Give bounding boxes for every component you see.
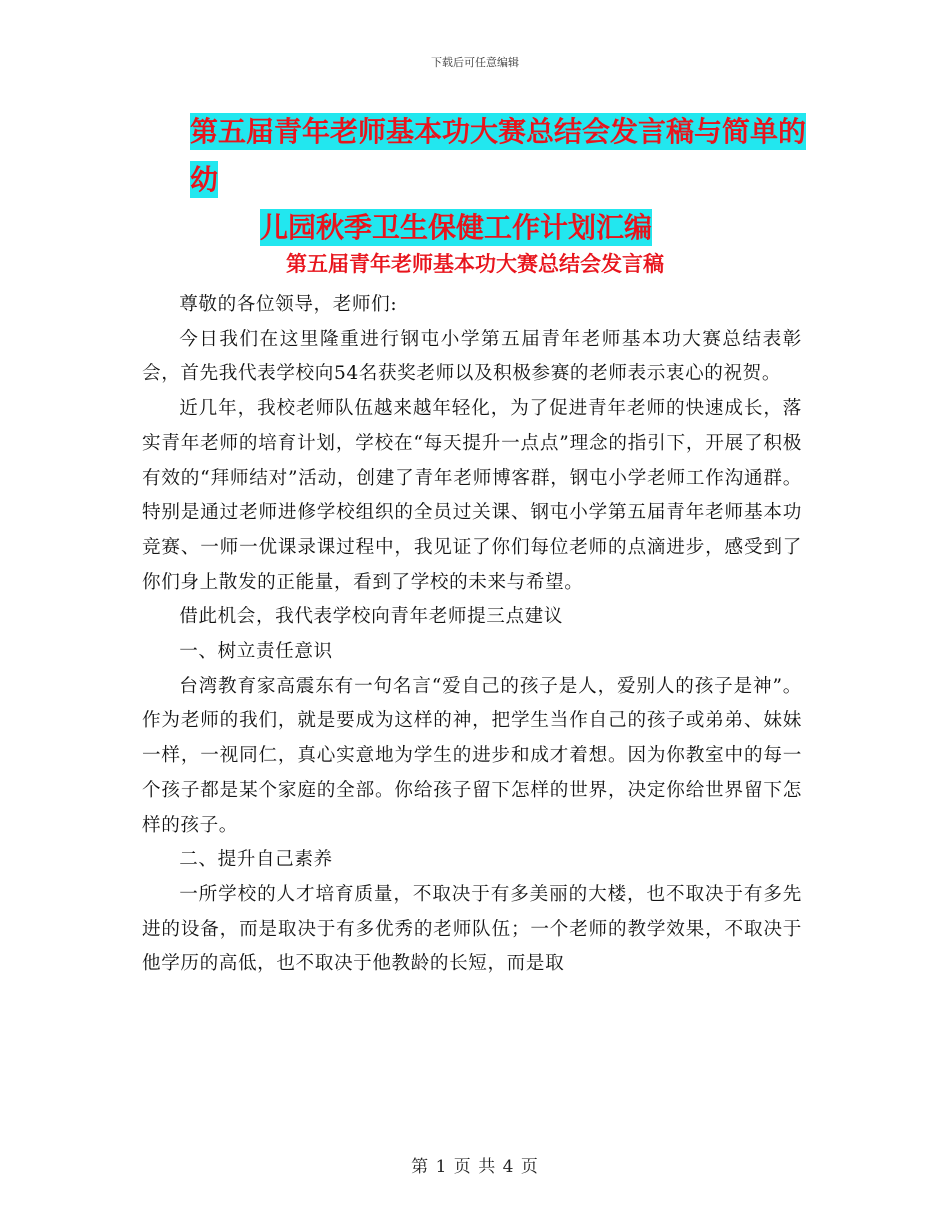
paragraph: 一所学校的人才培育质量，不取决于有多美丽的大楼，也不取决于有多先进的设备，而是取决于有多优秀的老师队伍；一个老师的教学效果，不取决于他学历的高低，也不取决于他教龄的长短，而是取 (142, 883, 802, 975)
paragraph-heading-2: 二、提升自己素养 (179, 849, 333, 871)
paragraph-salutation: 尊敬的各位领导，老师们: (179, 294, 398, 315)
document-title (190, 108, 810, 252)
document-body (142, 288, 802, 982)
page-header-note: 下载后可任意编辑 (431, 56, 519, 69)
document-title-line-2: 儿园秋季卫生保健工作计划汇编 (260, 211, 653, 244)
paragraph: 近几年，我校老师队伍越来越年轻化，为了促进青年老师的快速成长，落实青年老师的培育计划，学校在“每天提升一点点”理念的指引下，开展了积极有效的“拜师结对”活动，创建了青年老师博客群，钢屯小学老师工作沟通群。特别是通过老师进修学校组织的全员过关课、钢屯小学第五届青年老师基本功竞赛、一师一优课录课过程中，我见证了你们每位老师的点滴进步，感受到了你们身上散发的正能量，看到了学校的未来与希望。 (142, 398, 802, 593)
paragraph: 借此机会，我代表学校向青年老师提三点建议 (179, 606, 564, 628)
document-title-line-1: 第五届青年老师基本功大赛总结会发言稿与简单的幼 (190, 115, 807, 196)
paragraph: 台湾教育家高震东有一句名言“爱自己的孩子是人，爱别人的孩子是神”。作为老师的我们，就是要成为这样的神，把学生当作自己的孩子或弟弟、妹妹一样，一视同仁，真心实意地为学生的进步和成才着想。因为你教室中的每一个孩子都是某个家庭的全部。你给孩子留下怎样的世界，决定你给世界留下怎样的孩子。 (142, 675, 802, 836)
page-number-footer: 第 1 页 共 4 页 (411, 1157, 539, 1177)
section-title: 第五届青年老师基本功大赛总结会发言稿 (286, 252, 664, 276)
paragraph: 今日我们在这里隆重进行钢屯小学第五届青年老师基本功大赛总结表彰会，首先我代表学校向54名获奖老师以及积极参赛的老师表示衷心的祝贺。 (142, 328, 802, 385)
paragraph-heading-1: 一、树立责任意识 (179, 641, 333, 663)
